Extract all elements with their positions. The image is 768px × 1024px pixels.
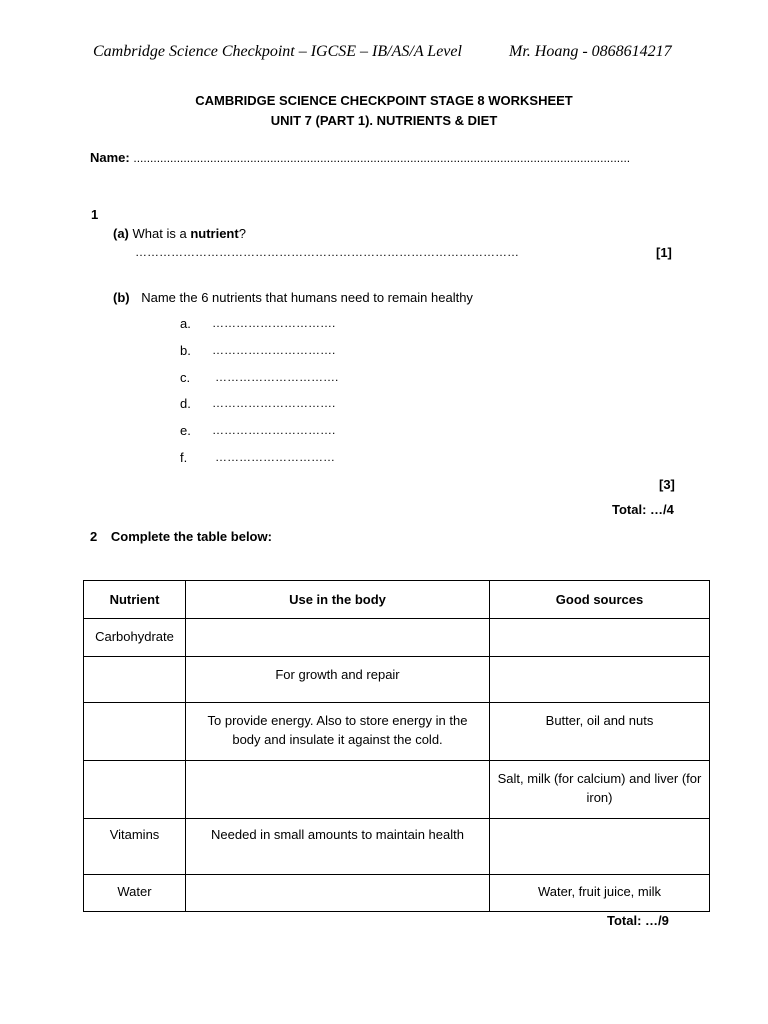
question-2-number: 2 [90, 529, 98, 544]
table-header-nutrient: Nutrient [84, 581, 186, 619]
question-1b [113, 290, 473, 305]
answer-letter: e. [180, 423, 191, 438]
question-1a-label: (a) [113, 226, 129, 241]
cell-text [84, 657, 185, 667]
table-row [84, 619, 710, 657]
table-cell[interactable] [84, 657, 186, 703]
table-cell[interactable] [84, 819, 186, 875]
question-1a-text-before: What is a [132, 226, 191, 241]
cell-text: Water, fruit juice, milk [537, 884, 662, 899]
nutrients-table [83, 580, 710, 912]
cell-text [490, 819, 709, 829]
question-1b-marks: [3] [659, 477, 675, 492]
answer-item-a [180, 316, 336, 331]
question-1a [113, 226, 246, 241]
cell-text: Water [117, 884, 152, 899]
header-left-text: Cambridge Science Checkpoint – IGCSE – IB/AS/A Level [93, 43, 462, 60]
answer-dots: …………………………. [215, 370, 339, 384]
table-cell[interactable] [490, 657, 710, 703]
name-label: Name: [90, 150, 130, 165]
table-cell[interactable] [490, 761, 710, 819]
name-line [90, 150, 630, 165]
question-2-total: Total: …/9 [607, 913, 669, 928]
cell-text [84, 761, 185, 771]
table-row [84, 761, 710, 819]
table-cell[interactable] [186, 619, 490, 657]
question-1b-label: (b) [113, 290, 130, 305]
question-1-total: Total: …/4 [612, 502, 674, 517]
answer-item-e [180, 423, 336, 438]
cell-text: For growth and repair [275, 667, 400, 682]
question-1a-text-bold: nutrient [190, 226, 239, 241]
answer-dots: …………………………. [212, 343, 336, 357]
question-1b-text: Name the 6 nutrients that humans need to remain healthy [141, 290, 473, 305]
table-cell[interactable] [84, 761, 186, 819]
table-row [84, 703, 710, 761]
table-header-row [84, 581, 710, 619]
answer-item-f [180, 450, 335, 465]
cell-text [490, 619, 709, 629]
header-right-text: Mr. Hoang - 0868614217 [509, 43, 672, 60]
table-cell[interactable] [490, 875, 710, 912]
answer-item-b [180, 343, 336, 358]
cell-text: Vitamins [109, 827, 160, 842]
question-2 [90, 529, 272, 544]
answer-letter: b. [180, 343, 191, 358]
answer-dots: …………………………. [212, 396, 336, 410]
answer-letter: d. [180, 396, 191, 411]
table-cell[interactable] [490, 703, 710, 761]
table-cell[interactable] [84, 703, 186, 761]
table-cell[interactable] [84, 875, 186, 912]
question-1a-text-after: ? [238, 226, 246, 241]
question-1a-marks: [1] [656, 245, 672, 260]
table-cell[interactable] [84, 619, 186, 657]
table-cell[interactable] [186, 875, 490, 912]
table-row [84, 657, 710, 703]
table-cell[interactable] [490, 819, 710, 875]
answer-dots: ………………………… [215, 450, 335, 464]
cell-text: Salt, milk (for calcium) and liver (for iron) [497, 771, 702, 805]
answer-letter: c. [180, 370, 191, 385]
table-header-use: Use in the body [186, 581, 490, 619]
cell-text: Carbohydrate [95, 629, 174, 644]
cell-text [186, 619, 489, 629]
worksheet-subtitle: UNIT 7 (PART 1). NUTRIENTS & DIET [270, 113, 498, 128]
answer-dots: …………………………. [212, 423, 336, 437]
cell-text [490, 657, 709, 667]
question-1a-answer-dots: …………………………………………………………………………………… [135, 245, 519, 259]
answer-dots: …………………………. [212, 316, 336, 330]
cell-text: Needed in small amounts to maintain health [211, 827, 464, 842]
question-1-number: 1 [91, 207, 99, 222]
answer-letter: a. [180, 316, 191, 331]
cell-text [186, 761, 489, 771]
name-dots: ..................................................................................................................................................... [133, 151, 631, 165]
cell-text: To provide energy. Also to store energy in the body and insulate it against the cold. [207, 713, 468, 747]
table-row [84, 875, 710, 912]
table-cell[interactable] [186, 819, 490, 875]
table-cell[interactable] [186, 657, 490, 703]
cell-text: Butter, oil and nuts [545, 713, 654, 728]
table-row [84, 819, 710, 875]
cell-text [84, 703, 185, 713]
table-header-sources: Good sources [490, 581, 710, 619]
answer-item-c [180, 370, 339, 385]
table-cell[interactable] [186, 703, 490, 761]
table-cell[interactable] [186, 761, 490, 819]
question-2-text: Complete the table below: [110, 529, 272, 544]
cell-text [186, 875, 489, 885]
answer-item-d [180, 396, 336, 411]
answer-letter: f. [180, 450, 188, 465]
table-cell[interactable] [490, 619, 710, 657]
worksheet-title: CAMBRIDGE SCIENCE CHECKPOINT STAGE 8 WORKSHEET [195, 93, 573, 108]
